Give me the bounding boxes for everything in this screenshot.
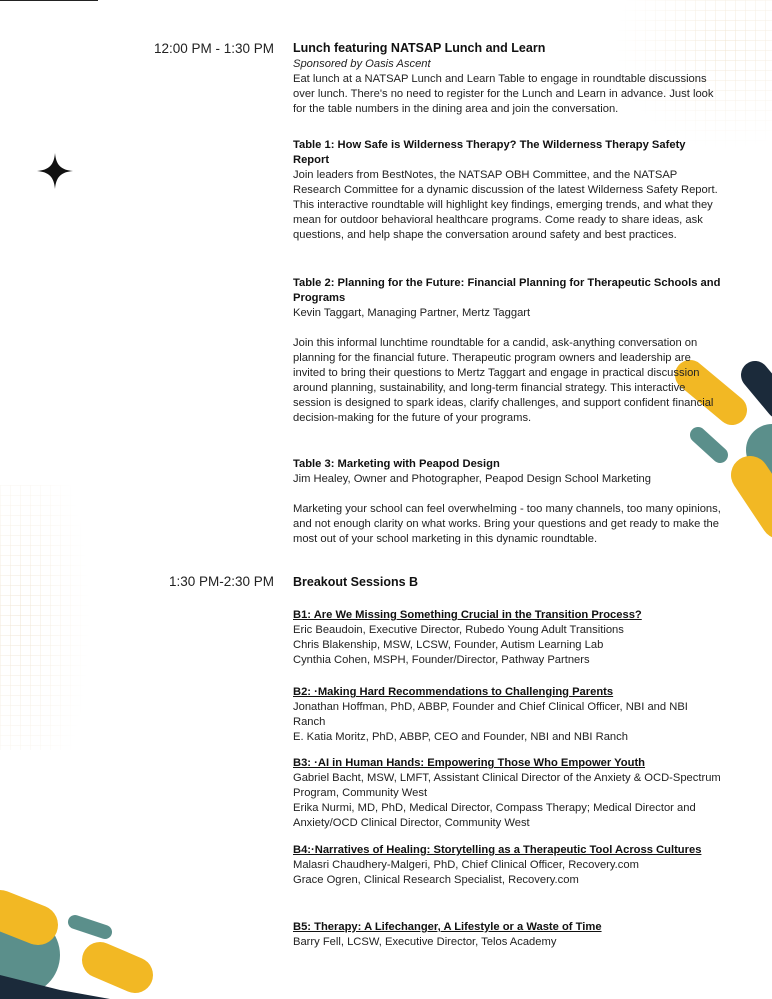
session-b5 [293, 920, 723, 950]
top-rule [0, 0, 98, 1]
lunch-description: Eat lunch at a NATSAP Lunch and Learn Table to engage in roundtable discussions over lunch. There's no need to register for the Lunch and Learn in advance. Just look for the table numbers in the dining area and join the conversation. [293, 73, 714, 115]
session-b2-title: B2: ·Making Hard Recommendations to Challenging Parents [293, 686, 614, 698]
session-b3 [293, 756, 723, 831]
session-b1 [293, 608, 723, 668]
session-b4 [293, 843, 723, 888]
session-b1-speaker: Eric Beaudoin, Executive Director, Rubedo Young Adult Transitions [293, 624, 624, 636]
session-b2-speaker: E. Katia Moritz, PhD, ABBP, CEO and Founder, NBI and NBI Ranch [293, 731, 628, 743]
decorative-pills-bottom-left [0, 870, 160, 999]
session-b1-speaker: Chris Blakenship, MSW, LCSW, Founder, Autism Learning Lab [293, 639, 604, 651]
breakout-title: Breakout Sessions B [293, 575, 419, 589]
table-3-body: Marketing your school can feel overwhelming - too many channels, too many opinions, and not enough clarity on what works. Bring your questions and get ready to make the most out of your school marketing in this dynamic roundtable. [293, 503, 721, 545]
session-b5-title: B5: Therapy: A Lifechanger, A Lifestyle or a Waste of Time [293, 921, 602, 933]
session-b2 [293, 685, 723, 745]
session-b1-speaker: Cynthia Cohen, MSPH, Founder/Director, Pathway Partners [293, 654, 590, 666]
session-b4-speaker: Malasri Chaudhery-Malgeri, PhD, Chief Clinical Officer, Recovery.com [293, 859, 639, 871]
session-b3-speaker: Erika Nurmi, MD, PhD, Medical Director, Compass Therapy; Medical Director and Anxiety/OCD Clinical Director, Community West [293, 802, 696, 829]
table-1-body: Join leaders from BestNotes, the NATSAP OBH Committee, and the NATSAP Research Committee for a dynamic discussion of the latest Wilderness Safety Report. This interactive roundtable will highlight key findings, emerging trends, and what they mean for outdoor behavioral healthcare programs. Come ready to share ideas, ask questions, and help shape the conversation around safety and best practices. [293, 169, 718, 241]
breakout-heading [293, 574, 723, 590]
table-3-speaker: Jim Healey, Owner and Photographer, Peapod Design School Marketing [293, 473, 651, 485]
grid-pattern-left [0, 485, 95, 750]
table-2-title: Table 2: Planning for the Future: Financial Planning for Therapeutic Schools and Programs [293, 277, 721, 304]
session-b2-speaker: Jonathan Hoffman, PhD, ABBP, Founder and Chief Clinical Officer, NBI and NBI Ranch [293, 701, 688, 728]
session-b3-title: B3: ·AI in Human Hands: Empowering Those Who Empower Youth [293, 757, 646, 769]
table-2-body: Join this informal lunchtime roundtable for a candid, ask-anything conversation on planning for the financial future. Therapeutic program owners and leadership are invited to bring their questions to Mertz Taggart and engage in practical discussion around planning, sustainability, and long-term financial strategy. This interactive session is designed to spark ideas, clarify challenges, and support confident financial decision-making for the future of your programs. [293, 337, 714, 424]
table-1-title: Table 1: How Safe is Wilderness Therapy? The Wilderness Therapy Safety Report [293, 139, 686, 166]
lunch-sponsor: Sponsored by Oasis Ascent [293, 58, 431, 70]
breakout-time: 1:30 PM-2:30 PM [168, 574, 274, 589]
table-3-title: Table 3: Marketing with Peapod Design [293, 458, 500, 470]
table-2 [293, 276, 723, 426]
lunch-time: 12:00 PM - 1:30 PM [153, 41, 274, 56]
session-b3-speaker: Gabriel Bacht, MSW, LMFT, Assistant Clinical Director of the Anxiety & OCD-Spectrum Program, Community West [293, 772, 721, 799]
table-1 [293, 138, 723, 243]
table-2-speaker: Kevin Taggart, Managing Partner, Mertz Taggart [293, 307, 531, 319]
table-3 [293, 457, 723, 547]
session-b1-title: B1: Are We Missing Something Crucial in the Transition Process? [293, 609, 642, 621]
sparkle-icon [37, 153, 73, 189]
lunch-title: Lunch featuring NATSAP Lunch and Learn [293, 41, 546, 55]
session-b4-title: B4:·Narratives of Healing: Storytelling as a Therapeutic Tool Across Cultures [293, 844, 702, 856]
lunch-section [293, 40, 721, 117]
session-b5-speaker: Barry Fell, LCSW, Executive Director, Telos Academy [293, 936, 557, 948]
session-b4-speaker: Grace Ogren, Clinical Research Specialist, Recovery.com [293, 874, 579, 886]
